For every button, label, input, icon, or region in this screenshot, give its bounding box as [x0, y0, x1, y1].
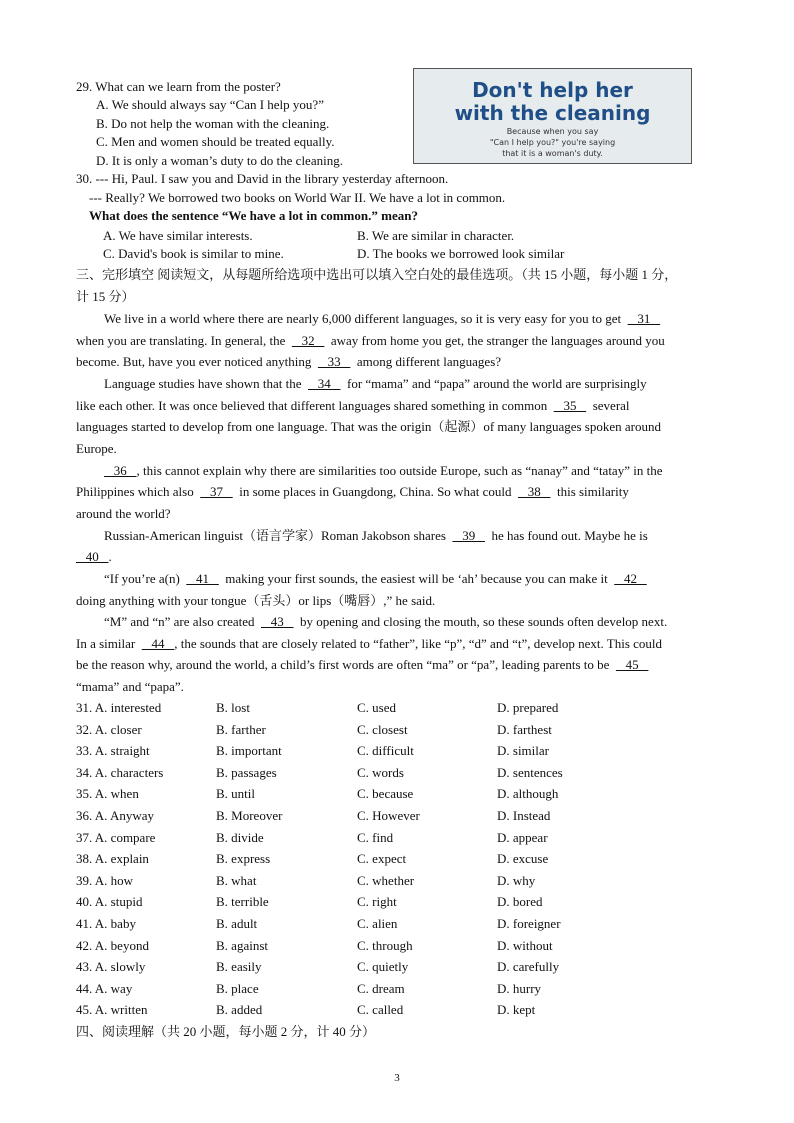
blank-40: 40 — [76, 549, 109, 564]
passage-line: 40 . — [76, 549, 112, 564]
passage-line: Europe. — [76, 441, 117, 456]
q29-option-c: C. Men and women should be treated equally. — [96, 134, 335, 149]
choice-option-b: B. until — [216, 786, 256, 802]
choice-option-b: B. added — [216, 1002, 263, 1018]
choice-option-b: B. farther — [216, 721, 266, 737]
poster-sub-line1: Because when you say — [506, 127, 599, 136]
blank-43: 43 — [261, 614, 294, 629]
passage-line: around the world? — [76, 506, 171, 521]
choice-option-b: B. important — [216, 743, 282, 759]
choice-question-option-a: 36. A. Anyway — [76, 808, 154, 823]
choice-option-d: D. hurry — [497, 980, 542, 996]
choice-option-b: B. express — [216, 851, 271, 867]
blank-38: 38 — [517, 484, 551, 499]
choice-question-option-a: 45. A. written — [76, 1002, 148, 1018]
choice-question-option-a: 34. A. characters — [76, 764, 164, 780]
choice-option-b: B. what — [216, 872, 257, 888]
blank-44: 44 — [141, 636, 175, 651]
choice-option-d: D. similar — [497, 743, 549, 759]
choice-option-c: C. right — [357, 894, 397, 910]
choice-option-c: C. closest — [357, 721, 408, 737]
choice-option-d: D. sentences — [497, 764, 563, 780]
passage-line: like each other. It was once believed that different languages shared something in common 35 several — [76, 398, 630, 413]
passage-line: We live in a world where there are nearly 6,000 different languages, so it is very easy for you to get 31 — [104, 311, 661, 326]
choice-question-option-a: 35. A. when — [76, 786, 139, 802]
blank-32: 32 — [291, 333, 325, 348]
choice-option-c: C. because — [357, 786, 414, 802]
q29-stem: 29. What can we learn from the poster? — [76, 79, 281, 94]
q30-option-c: C. David's book is similar to mine. — [103, 246, 284, 261]
choice-option-c: C. difficult — [357, 743, 414, 759]
q29-option-d: D. It is only a woman’s duty to do the cleaning. — [96, 153, 343, 168]
choice-option-d: D. carefully — [497, 959, 560, 975]
choice-option-c: C. whether — [357, 872, 415, 888]
passage-line: 36 , this cannot explain why there are similarities too outside Europe, such as “nanay” and “tatay” in the — [104, 463, 663, 478]
poster-sub-line2: "Can I help you?" you're saying — [489, 138, 616, 147]
q30-option-b: B. We are similar in character. — [357, 228, 515, 243]
choice-option-c: C. dream — [357, 980, 405, 996]
choice-option-c: C. words — [357, 764, 404, 780]
passage-line: when you are translating. In general, the 32 away from home you get, the stranger the languages around you — [76, 333, 665, 348]
page-number: 3 — [394, 1072, 400, 1084]
choice-option-c: C. quietly — [357, 959, 409, 975]
blank-34: 34 — [307, 376, 341, 391]
choice-question-option-a: 32. A. closer — [76, 721, 142, 737]
choice-option-d: D. appear — [497, 829, 548, 845]
choice-option-b: B. divide — [216, 829, 264, 845]
choice-option-b: B. adult — [216, 916, 258, 931]
choice-option-c: C. called — [357, 1002, 404, 1018]
choice-question-option-a: 40. A. stupid — [76, 894, 143, 910]
passage-line: languages started to develop from one language. That was the origin（起源）of many languages spoken around — [76, 419, 661, 434]
choice-option-c: C. find — [357, 829, 394, 845]
passage-line: Philippines which also 37 in some places in Guangdong, China. So what could 38 this similarity — [76, 484, 629, 499]
passage-line: “If you’re a(n) 41 making your first sounds, the easiest will be ‘ah’ because you can make it 42 — [104, 571, 647, 586]
passage-line: doing anything with your tongue（舌头）or lips（嘴唇）,” he said. — [76, 593, 436, 608]
choice-option-b: B. lost — [216, 700, 250, 715]
choice-option-b: B. terrible — [216, 894, 269, 910]
choice-option-d: D. without — [497, 937, 553, 953]
blank-45: 45 — [615, 657, 649, 672]
choice-option-c: C. expect — [357, 851, 407, 867]
passage-line: In a similar 44 , the sounds that are closely related to “father”, like “p”, “d” and “t”, develop next. This could — [76, 636, 663, 651]
blank-41: 41 — [186, 571, 219, 586]
choice-question-option-a: 33. A. straight — [76, 743, 150, 759]
q30-question: What does the sentence “We have a lot in common.” mean? — [89, 208, 418, 223]
choice-option-b: B. passages — [216, 764, 277, 780]
choice-option-b: B. Moreover — [216, 808, 283, 823]
choice-question-option-a: 42. A. beyond — [76, 937, 149, 953]
blank-31: 31 — [627, 311, 661, 326]
blank-39: 39 — [452, 528, 485, 543]
choice-question-option-a: 31. A. interested — [76, 700, 162, 715]
passage-line: Russian-American linguist（语言学家）Roman Jakobson shares 39 he has found out. Maybe he is — [104, 528, 648, 543]
passage-line: become. But, have you ever noticed anything 33 among different languages? — [76, 354, 502, 369]
choice-option-d: D. prepared — [497, 700, 559, 715]
choice-option-c: C. used — [357, 700, 396, 715]
q30-option-d: D. The books we borrowed look similar — [357, 246, 565, 261]
section3-header-line2: 计 15 分） — [76, 289, 135, 304]
poster-image — [413, 68, 692, 164]
choice-question-option-a: 41. A. baby — [76, 916, 136, 931]
q30-option-a: A. We have similar interests. — [103, 228, 253, 243]
passage-line: “M” and “n” are also created 43 by opening and closing the mouth, so these sounds often develop next. — [104, 614, 668, 629]
choice-question-option-a: 37. A. compare — [76, 829, 156, 845]
blank-35: 35 — [553, 398, 587, 413]
choice-question-option-a: 38. A. explain — [76, 851, 149, 867]
q29-option-a: A. We should always say “Can I help you?” — [96, 97, 324, 112]
choice-option-b: B. easily — [216, 959, 262, 975]
passage-line: “mama” and “papa”. — [76, 679, 184, 694]
blank-37: 37 — [200, 484, 233, 499]
choice-question-option-a: 43. A. slowly — [76, 959, 146, 975]
choice-option-b: B. place — [216, 980, 259, 996]
poster-title-line2: with the cleaning — [454, 101, 651, 125]
poster-sub-line3: that it is a woman's duty. — [502, 149, 603, 158]
choice-option-d: D. although — [497, 786, 559, 802]
q29-option-b: B. Do not help the woman with the cleaning. — [96, 116, 330, 131]
choice-option-c: C. through — [357, 937, 413, 953]
choice-option-d: D. excuse — [497, 851, 549, 867]
q30-line2: --- Really? We borrowed two books on World War II. We have a lot in common. — [89, 190, 506, 205]
poster-title-line1: Don't help her — [472, 78, 633, 102]
choice-option-b: B. against — [216, 937, 268, 953]
passage-line: Language studies have shown that the 34 for “mama” and “papa” around the world are surprisingly — [104, 376, 647, 391]
q30-line1: 30. --- Hi, Paul. I saw you and David in the library yesterday afternoon. — [76, 171, 449, 186]
section4-header: 四、阅读理解（共 20 小题，每小题 2 分，计 40 分） — [76, 1024, 376, 1039]
choice-option-d: D. why — [497, 872, 536, 888]
blank-42: 42 — [614, 571, 647, 586]
choice-option-c: C. However — [357, 808, 420, 823]
choice-option-c: C. alien — [357, 916, 398, 931]
choice-option-d: D. Instead — [497, 808, 551, 823]
passage-line: be the reason why, around the world, a child’s first words are often “ma” or “pa”, leading parents to be 45 — [76, 657, 649, 672]
choice-question-option-a: 44. A. way — [76, 980, 133, 996]
choice-option-d: D. farthest — [497, 721, 552, 737]
choice-question-option-a: 39. A. how — [76, 872, 134, 888]
choice-option-d: D. bored — [497, 894, 543, 910]
blank-36: 36 — [104, 463, 137, 478]
choice-option-d: D. kept — [497, 1002, 536, 1018]
section3-header-line1: 三、完形填空 阅读短文，从每题所给选项中选出可以填入空白处的最佳选项。（共 15 小题，每小题 1 分， — [76, 267, 678, 282]
blank-33: 33 — [317, 354, 351, 369]
choice-option-d: D. foreigner — [497, 916, 561, 931]
